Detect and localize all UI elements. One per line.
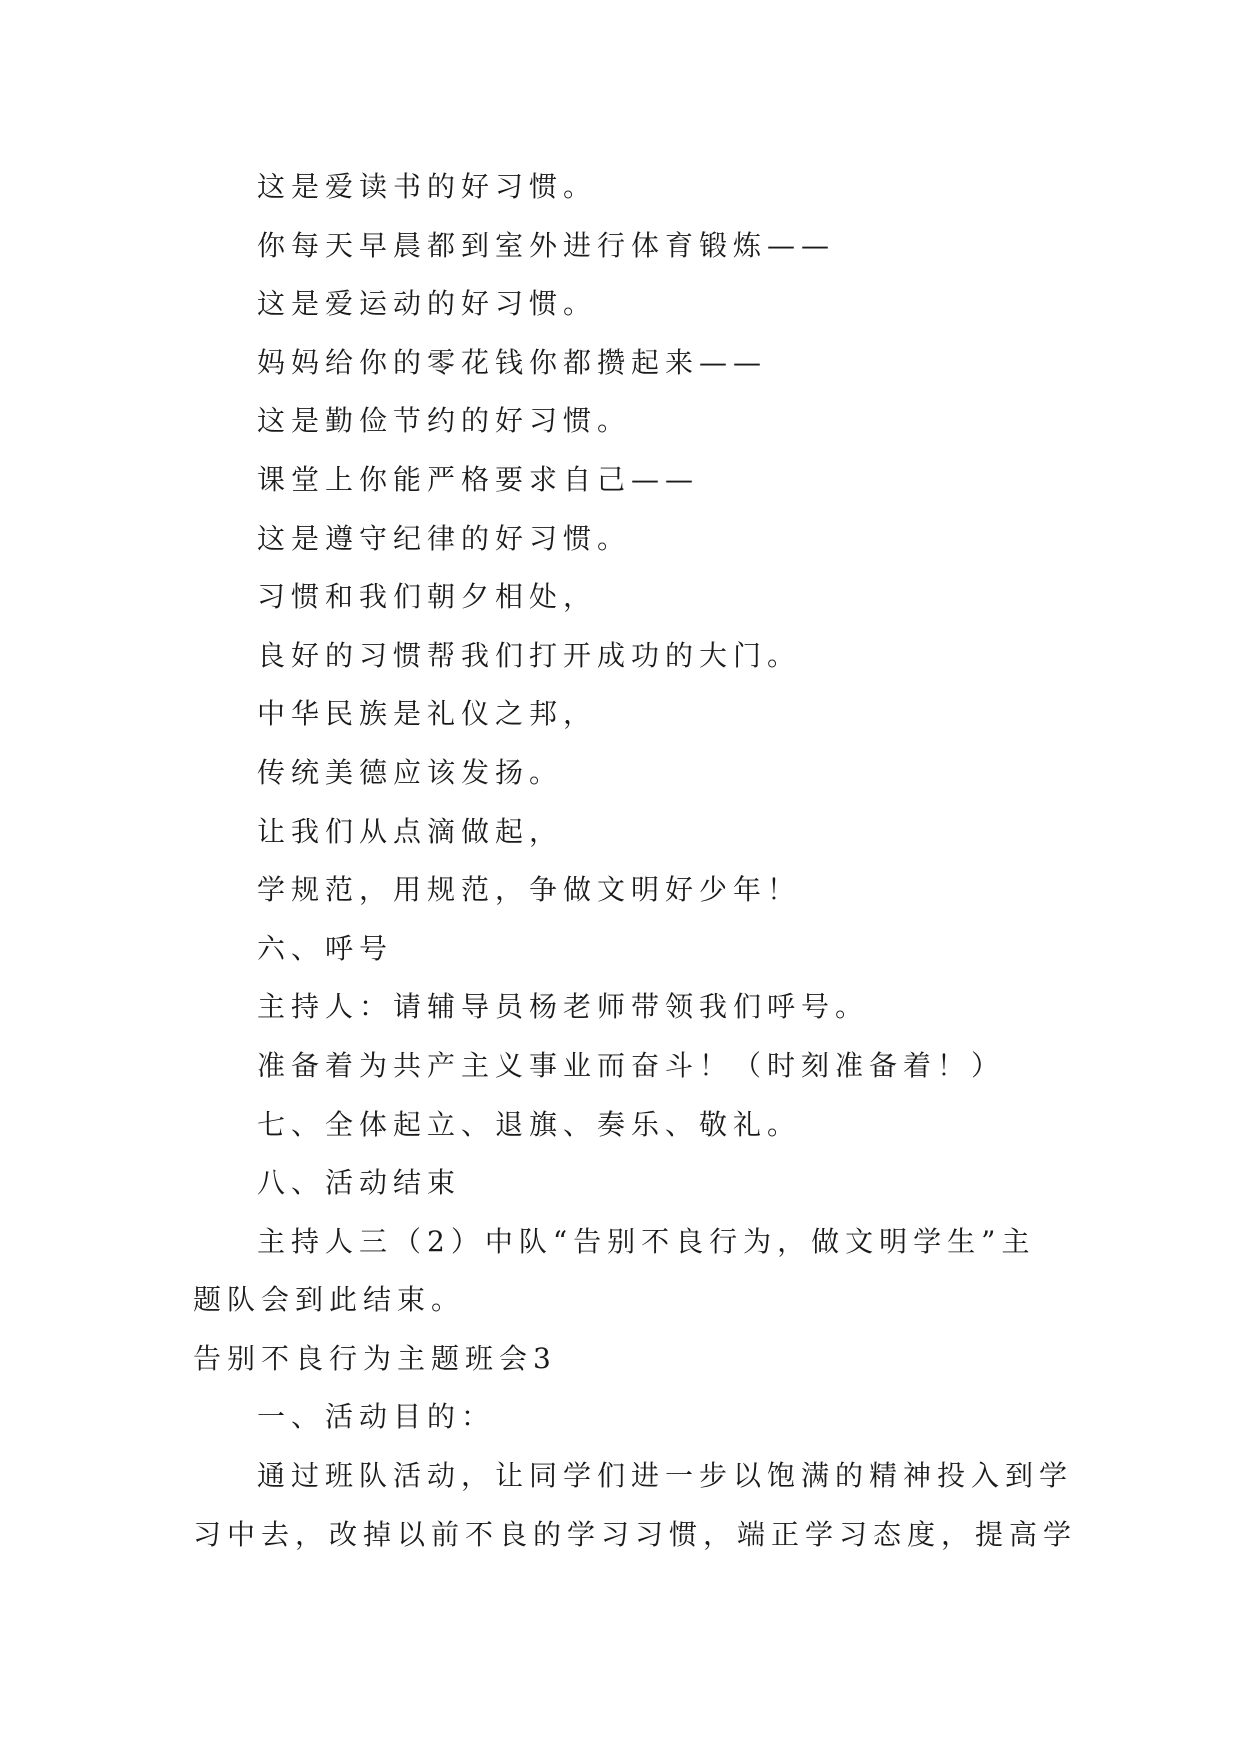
text-line: 通过班队活动，让同学们进一步以饱满的精神投入到学: [257, 1459, 1074, 1493]
text-line: 妈妈给你的零花钱你都攒起来——: [257, 345, 768, 379]
section-heading: 八、活动结束: [257, 1166, 462, 1200]
text-line: 这是遵守纪律的好习惯。: [257, 521, 632, 555]
text-line: 准备着为共产主义事业而奋斗！（时刻准备着！）: [257, 1048, 1006, 1082]
text-line: 题队会到此结束。: [193, 1283, 466, 1317]
section-heading: 一、活动目的：: [257, 1400, 496, 1434]
text-line: 这是爱运动的好习惯。: [257, 287, 598, 321]
document-title: 告别不良行为主题班会3: [193, 1341, 557, 1375]
document-body: [193, 158, 1078, 1564]
text-line: 习惯和我们朝夕相处，: [257, 580, 598, 614]
text-line: 学规范，用规范，争做文明好少年！: [257, 873, 802, 907]
text-line: 习中去，改掉以前不良的学习习惯，端正学习态度，提高学: [193, 1517, 1078, 1551]
text-line: 你每天早晨都到室外进行体育锻炼——: [257, 228, 836, 262]
text-line: 良好的习惯帮我们打开成功的大门。: [257, 638, 802, 672]
text-line: 这是勤俭节约的好习惯。: [257, 404, 632, 438]
text-line: 主持人：请辅导员杨老师带领我们呼号。: [257, 990, 870, 1024]
text-line: 中华民族是礼仪之邦，: [257, 697, 598, 731]
text-line: 课堂上你能严格要求自己——: [257, 462, 700, 496]
section-heading: 六、呼号: [257, 931, 394, 965]
section-heading: 七、全体起立、退旗、奏乐、敬礼。: [257, 1107, 802, 1141]
text-line: 这是爱读书的好习惯。: [257, 170, 598, 203]
text-line: 传统美德应该发扬。: [257, 755, 564, 789]
text-line: 让我们从点滴做起，: [257, 814, 564, 848]
text-line: 主持人三（2）中队“告别不良行为，做文明学生”主: [257, 1224, 1036, 1258]
